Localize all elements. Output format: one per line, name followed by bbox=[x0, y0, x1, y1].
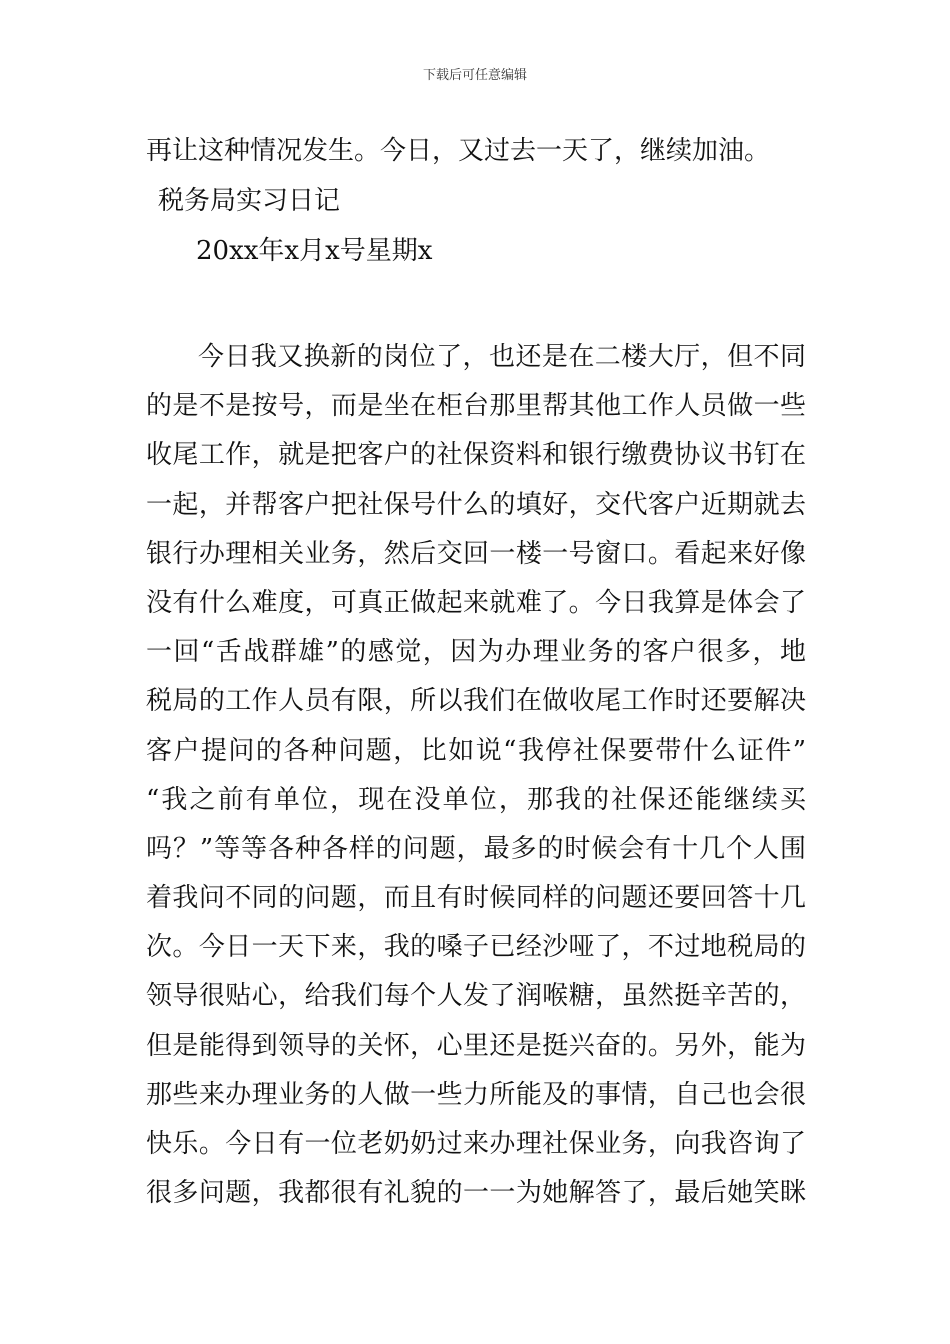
diary-date: 20xx年x月x号星期x bbox=[196, 236, 433, 266]
diary-title: 税务局实习日记 bbox=[158, 186, 341, 216]
paragraph-line: 银行办理相关业务，然后交回一楼一号窗口。看起来好像 bbox=[146, 538, 806, 569]
paragraph-line: 税局的工作人员有限，所以我们在做收尾工作时还要解决 bbox=[146, 686, 806, 717]
paragraph-line: 快乐。今日有一位老奶奶过来办理社保业务，向我咨询了 bbox=[146, 1129, 806, 1159]
paragraph-line: 一回“舌战群雄”的感觉，因为办理业务的客户很多，地 bbox=[146, 637, 806, 668]
paragraph-line: 收尾工作，就是把客户的社保资料和银行缴费协议书钉在 bbox=[146, 440, 806, 471]
document-body bbox=[146, 132, 806, 1223]
diary-paragraph bbox=[146, 338, 806, 1212]
paragraph-line: 领导很贴心，给我们每个人发了润喉糖，虽然挺辛苦的， bbox=[146, 981, 806, 1012]
page-header-note: 下载后可任意编辑 bbox=[422, 68, 527, 83]
paragraph-line: 次。今日一天下来，我的嗓子已经沙哑了，不过地税局的 bbox=[146, 932, 806, 963]
paragraph-line: 但是能得到领导的关怀，心里还是挺兴奋的。另外，能为 bbox=[146, 1030, 806, 1061]
paragraph-line: 吗？”等等各种各样的问题，最多的时候会有十几个人围 bbox=[146, 833, 806, 864]
paragraph-line: 今日我又换新的岗位了，也还是在二楼大厅，但不同 bbox=[198, 342, 806, 372]
continuation-line: 再让这种情况发生。今日，又过去一天了，继续加油。 bbox=[146, 136, 771, 166]
paragraph-line: 客户提问的各种问题，比如说“我停社保要带什么证件” bbox=[146, 735, 806, 766]
paragraph-line: 那些来办理业务的人做一些力所能及的事情，自己也会很 bbox=[146, 1079, 806, 1110]
paragraph-line: 一起，并帮客户把社保号什么的填好，交代客户近期就去 bbox=[146, 489, 806, 520]
paragraph-line: 很多问题，我都很有礼貌的一一为她解答了，最后她笑眯 bbox=[146, 1178, 806, 1209]
paragraph-line: 着我问不同的问题，而且有时候同样的问题还要回答十几 bbox=[146, 883, 806, 914]
paragraph-line: “我之前有单位，现在没单位，那我的社保还能继续买 bbox=[146, 784, 806, 815]
paragraph-line: 没有什么难度，可真正做起来就难了。今日我算是体会了 bbox=[146, 587, 806, 618]
paragraph-line: 的是不是按号，而是坐在柜台那里帮其他工作人员做一些 bbox=[146, 391, 806, 422]
